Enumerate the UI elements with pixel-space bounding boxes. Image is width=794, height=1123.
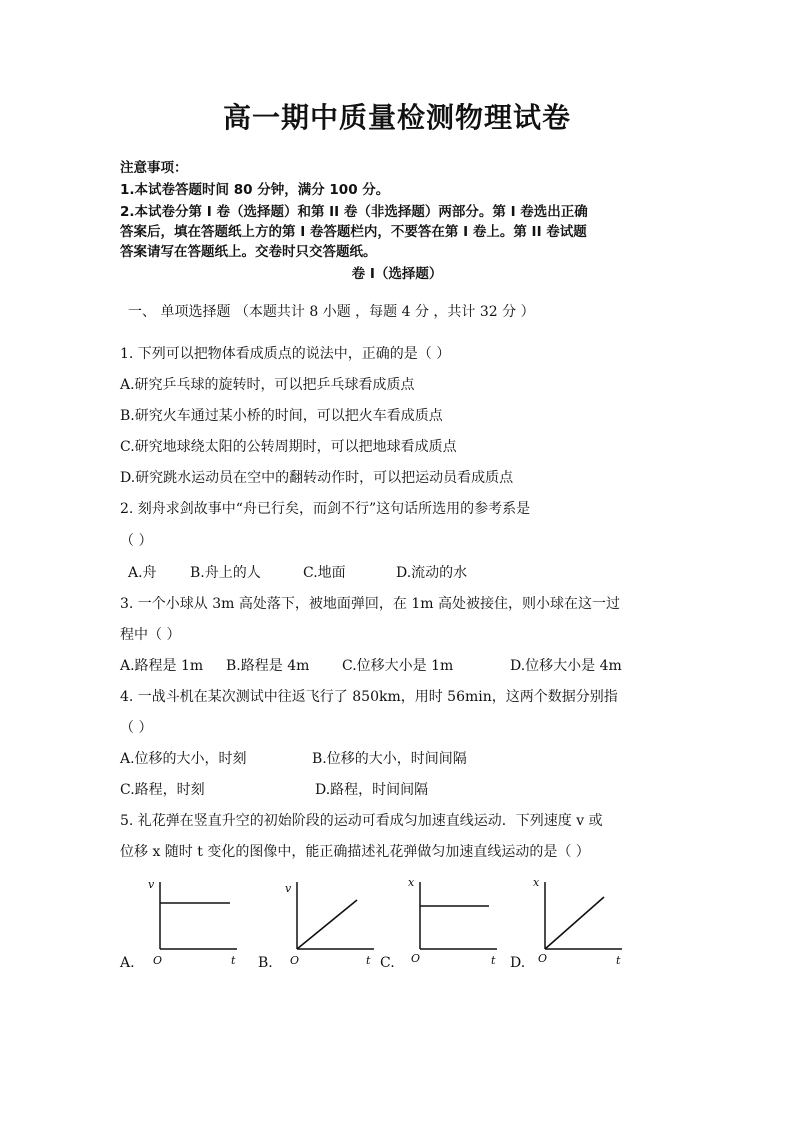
q4-option-d: D.路程，时间间隔 (315, 782, 429, 798)
notice-item-2-line-1: 2.本试卷分第 I 卷（选择题）和第 II 卷（非选择题）两部分。第 I 卷选出正确 (120, 204, 588, 220)
q3-option-b: B.路程是 4m (226, 658, 310, 674)
q5-graph-c-origin: O (411, 952, 421, 965)
q5-graph-a-x-label: t (231, 954, 236, 967)
q3-option-d: D.位移大小是 4m (510, 658, 622, 674)
q5-graph-d-origin: O (538, 952, 548, 965)
q5-graph-c-y-label: x (408, 876, 415, 889)
q1-option-a: A.研究乒乓球的旋转时，可以把乒乓球看成质点 (120, 377, 415, 393)
notice-item-1: 1.本试卷答题时间 80 分钟，满分 100 分。 (120, 182, 390, 198)
q5-graph-c (405, 874, 505, 966)
q5-stem-line-1: 5. 礼花弹在竖直升空的初始阶段的运动可看成匀加速直线运动．下列速度 v 或 (120, 813, 603, 829)
q5-graph-b-y-label: v (285, 882, 292, 895)
q1-option-c: C.研究地球绕太阳的公转周期时，可以把地球看成质点 (120, 439, 457, 455)
q4-stem-line-2: （ ） (120, 720, 153, 736)
q4-option-c: C.路程，时刻 (120, 782, 205, 798)
q1-option-b: B.研究火车通过某小桥的时间，可以把火车看成质点 (120, 408, 443, 424)
q5-graph-a-origin: O (153, 954, 163, 967)
q5-graph-d-x-label: t (616, 954, 621, 967)
q5-graph-a-label: A. (120, 955, 135, 971)
q5-graph-b (282, 874, 382, 966)
q5-stem-line-2: 位移 x 随时 t 变化的图像中，能正确描述礼花弹做匀加速直线运动的是（ ） (120, 844, 590, 860)
q5-graph-a-y-label: v (148, 878, 155, 891)
section-1-heading: 一、 单项选择题 （本题共计 8 小题 ，每题 4 分 ，共计 32 分 ） (128, 304, 535, 320)
notice-item-2-line-3: 答案请写在答题纸上。交卷时只交答题纸。 (120, 244, 377, 260)
q5-graph-b-origin: O (290, 954, 300, 967)
q5-graph-d-y-label: x (533, 876, 540, 889)
notice-heading: 注意事项： (120, 160, 188, 176)
q5-graph-b-label: B. (258, 955, 273, 971)
page-title: 高一期中质量检测物理试卷 (222, 101, 571, 134)
q5-graph-a (145, 874, 245, 966)
q2-option-b: B.舟上的人 (190, 565, 261, 581)
notice-item-2-line-2: 答案后，填在答题纸上方的第 I 卷答题栏内，不要答在第 I 卷上。第 II 卷试题 (120, 224, 587, 240)
part-1-title: 卷 I（选择题） (351, 266, 443, 282)
q3-option-c: C.位移大小是 1m (342, 658, 454, 674)
q3-stem-line-1: 3. 一个小球从 3m 高处落下，被地面弹回，在 1m 高处被接住，则小球在这一过 (120, 596, 620, 612)
q2-stem-line-2: （ ） (120, 533, 153, 549)
q5-graph-c-x-label: t (491, 954, 496, 967)
q2-option-c: C.地面 (303, 565, 346, 581)
q5-graph-b-data-line (297, 900, 357, 949)
q4-option-b: B.位移的大小，时间间隔 (312, 751, 467, 767)
q3-stem-line-2: 程中（ ） (120, 627, 181, 643)
q5-graph-d-data-line (545, 897, 604, 949)
q1-stem: 1. 下列可以把物体看成质点的说法中，正确的是（ ） (120, 346, 451, 362)
q2-stem-line-1: 2. 刻舟求剑故事中“舟已行矣，而剑不行”这句话所选用的参考系是 (120, 501, 531, 517)
q1-option-d: D.研究跳水运动员在空中的翻转动作时，可以把运动员看成质点 (120, 470, 514, 486)
q4-option-a: A.位移的大小，时刻 (120, 751, 247, 767)
q2-option-d: D.流动的水 (396, 565, 468, 581)
q3-option-a: A.路程是 1m (120, 658, 204, 674)
q2-option-a: A.舟 (128, 565, 157, 581)
q5-graph-d (530, 874, 630, 966)
q5-graph-c-label: C. (380, 955, 395, 971)
q4-stem-line-1: 4. 一战斗机在某次测试中往返飞行了 850km，用时 56min，这两个数据分别指 (120, 689, 618, 705)
q5-graph-b-x-label: t (366, 954, 371, 967)
q5-graph-d-label: D. (510, 955, 526, 971)
